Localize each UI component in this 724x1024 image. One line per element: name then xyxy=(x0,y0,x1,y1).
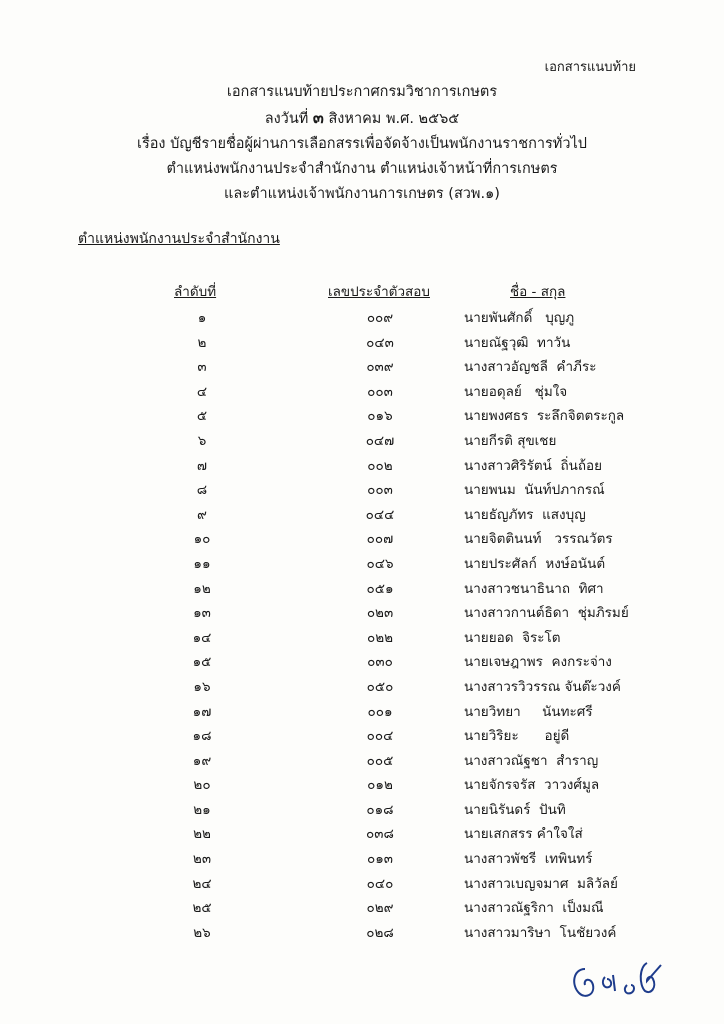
row-order: ๑๖ xyxy=(193,678,211,695)
row-order: ๑๕ xyxy=(192,654,212,671)
row-order: ๑๓ xyxy=(193,605,211,622)
table-row xyxy=(0,749,724,774)
row-full-name: นายจิตตินนท์ วรรณวัตร xyxy=(464,531,613,548)
table-row xyxy=(0,650,724,675)
table-row xyxy=(0,675,724,700)
row-exam-id: ๐๑๘ xyxy=(366,801,394,818)
row-full-name: นายวิทยา นันทะศรี xyxy=(464,703,593,720)
row-exam-id: ๐๓๐ xyxy=(367,654,393,671)
row-order: ๒๓ xyxy=(192,851,212,868)
row-exam-id: ๐๐๗ xyxy=(366,531,394,548)
table-row xyxy=(0,429,724,454)
row-full-name: นายวิริยะ อยู่ดี xyxy=(464,728,570,745)
row-exam-id: ๐๒๙ xyxy=(366,900,394,917)
row-full-name: นายประศัลก์ หงษ์อนันต์ xyxy=(464,555,606,572)
row-exam-id: ๐๔๖ xyxy=(366,555,394,572)
row-full-name: นางสาวณัฐริกา เป็งมณี xyxy=(464,900,604,917)
row-order: ๑๗ xyxy=(192,703,212,720)
row-full-name: นายยอด จิระโต xyxy=(464,629,561,646)
row-full-name: นายเจษฎาพร คงกระจ่าง xyxy=(464,654,612,671)
row-exam-id: ๐๓๙ xyxy=(366,359,394,376)
header-date-day: ๓ xyxy=(312,108,324,127)
table-row xyxy=(0,355,724,380)
table-row xyxy=(0,700,724,725)
row-exam-id: ๐๒๓ xyxy=(366,605,394,622)
table-row xyxy=(0,872,724,897)
row-full-name: นายจักรจรัส วาวงศ์มูล xyxy=(464,777,600,794)
table-row xyxy=(0,921,724,946)
table-row xyxy=(0,773,724,798)
row-full-name: นางสาวศิริรัตน์ ถิ่นถ้อย xyxy=(464,457,603,474)
row-order: ๓ xyxy=(197,359,207,376)
row-full-name: นายกีรติ สุขเชย xyxy=(464,432,557,449)
table-row xyxy=(0,847,724,872)
row-exam-id: ๐๐๕ xyxy=(366,752,394,769)
row-order: ๑๐ xyxy=(193,531,211,548)
table-row xyxy=(0,380,724,405)
table-row xyxy=(0,331,724,356)
table-header xyxy=(0,280,724,300)
header-line-4: ตำแหน่งพนักงานประจำสำนักงาน ตำแหน่งเจ้าหน้าที่การเกษตร xyxy=(166,161,558,177)
row-full-name: นายธัญภัทร แสงบุญ xyxy=(464,506,586,523)
row-order: ๑๒ xyxy=(193,580,211,597)
column-header-order: ลำดับที่ xyxy=(174,284,217,300)
table-row xyxy=(0,552,724,577)
row-exam-id: ๐๕๑ xyxy=(366,580,394,597)
row-exam-id: ๐๑๓ xyxy=(366,851,394,868)
row-full-name: นายเสกสรร คำใจใส่ xyxy=(464,826,583,843)
row-full-name: นางสาวพัชรี เทพินทร์ xyxy=(464,851,593,868)
section-title: ตำแหน่งพนักงานประจำสำนักงาน xyxy=(78,231,280,247)
row-full-name: นางสาวอัญชลี คำภีระ xyxy=(464,359,597,376)
row-order: ๒๐ xyxy=(193,777,211,794)
row-full-name: นางสาวรวิวรรณ จันต๊ะวงค์ xyxy=(464,678,621,695)
table-row xyxy=(0,454,724,479)
row-order: ๕ xyxy=(196,408,208,425)
row-order: ๑๙ xyxy=(192,752,212,769)
row-order: ๔ xyxy=(196,383,208,400)
row-exam-id: ๐๑๖ xyxy=(367,408,393,425)
row-full-name: นายพงศธร ระลึกจิตตระกูล xyxy=(464,408,625,425)
row-full-name: นายณัฐวุฒิ ทาวัน xyxy=(464,334,571,351)
table-row xyxy=(0,822,724,847)
row-order: ๒๕ xyxy=(192,900,212,917)
row-exam-id: ๐๐๓ xyxy=(367,383,393,400)
table-row xyxy=(0,577,724,602)
row-exam-id: ๐๐๔ xyxy=(366,728,394,745)
row-exam-id: ๐๔๗ xyxy=(365,432,395,449)
row-exam-id: ๐๑๒ xyxy=(367,777,393,794)
row-order: ๒๖ xyxy=(193,924,211,941)
row-full-name: นางสาวเบญจมาศ มลิวัลย์ xyxy=(464,875,618,892)
row-exam-id: ๐๔๓ xyxy=(366,334,394,351)
row-full-name: นายนิรันดร์ ปันทิ xyxy=(464,801,566,818)
row-full-name: นางสาวมาริษา โนชัยวงค์ xyxy=(464,924,617,941)
table-row xyxy=(0,478,724,503)
row-order: ๒๔ xyxy=(192,875,212,892)
annex-label: เอกสารแนบท้าย xyxy=(544,60,636,75)
row-exam-id: ๐๓๘ xyxy=(366,826,394,843)
row-full-name: นายพนม นันท์ปภากรณ์ xyxy=(464,482,605,499)
row-exam-id: ๐๕๐ xyxy=(366,678,394,695)
row-order: ๑ xyxy=(197,310,207,326)
row-exam-id: ๐๔๐ xyxy=(366,875,394,892)
signature xyxy=(565,955,675,1005)
row-full-name: นางสาวกานต์ธิดา ชุ่มภิรมย์ xyxy=(464,605,629,622)
row-exam-id: ๐๒๒ xyxy=(366,629,394,646)
row-full-name: นายอดุลย์ ชุ่มใจ xyxy=(464,383,568,400)
header-line-2 xyxy=(0,105,724,132)
row-order: ๒๒ xyxy=(193,826,211,843)
row-order: ๑๔ xyxy=(192,629,212,646)
row-order: ๖ xyxy=(197,432,207,449)
row-order: ๗ xyxy=(196,457,208,474)
row-order: ๙ xyxy=(197,506,207,523)
table-row xyxy=(0,527,724,552)
table-row xyxy=(0,601,724,626)
row-order: ๒๑ xyxy=(193,801,211,818)
table-body xyxy=(0,306,724,945)
table-row xyxy=(0,503,724,528)
header-line-1: เอกสารแนบท้ายประกาศกรมวิชาการเกษตร xyxy=(226,84,498,100)
header-line-5: และตำแหน่งเจ้าพนักงานการเกษตร (สวพ.๑) xyxy=(224,186,500,202)
row-exam-id: ๐๐๙ xyxy=(366,310,394,326)
header-date-suffix: สิงหาคม พ.ศ. ๒๕๖๕ xyxy=(323,111,460,127)
row-exam-id: ๐๒๘ xyxy=(366,924,394,941)
table-row xyxy=(0,896,724,921)
column-header-exam-id: เลขประจำตัวสอบ xyxy=(328,284,430,300)
row-order: ๑๘ xyxy=(192,728,212,745)
row-exam-id: ๐๐๑ xyxy=(367,703,393,720)
row-order: ๑๑ xyxy=(193,555,211,572)
row-exam-id: ๐๐๒ xyxy=(367,457,393,474)
row-exam-id: ๐๔๔ xyxy=(365,506,395,523)
row-order: ๘ xyxy=(196,482,208,499)
row-exam-id: ๐๐๓ xyxy=(367,482,393,499)
table-row xyxy=(0,626,724,651)
row-full-name: นายพันศักดิ์ บุญภู xyxy=(464,310,575,326)
table-row xyxy=(0,404,724,429)
table-row xyxy=(0,306,724,331)
document-header xyxy=(0,80,724,207)
row-order: ๒ xyxy=(197,334,207,351)
row-full-name: นางสาวณัฐชา สำราญ xyxy=(464,752,599,769)
table-row xyxy=(0,798,724,823)
header-date-prefix: ลงวันที่ xyxy=(264,111,313,127)
header-line-3: เรื่อง บัญชีรายชื่อผู้ผ่านการเลือกสรรเพื่อจัดจ้างเป็นพนักงานราชการทั่วไป xyxy=(136,136,588,152)
table-row xyxy=(0,724,724,749)
row-full-name: นางสาวชนาธินาถ ทิศา xyxy=(464,580,604,597)
column-header-name: ชื่อ - สกุล xyxy=(510,284,566,300)
